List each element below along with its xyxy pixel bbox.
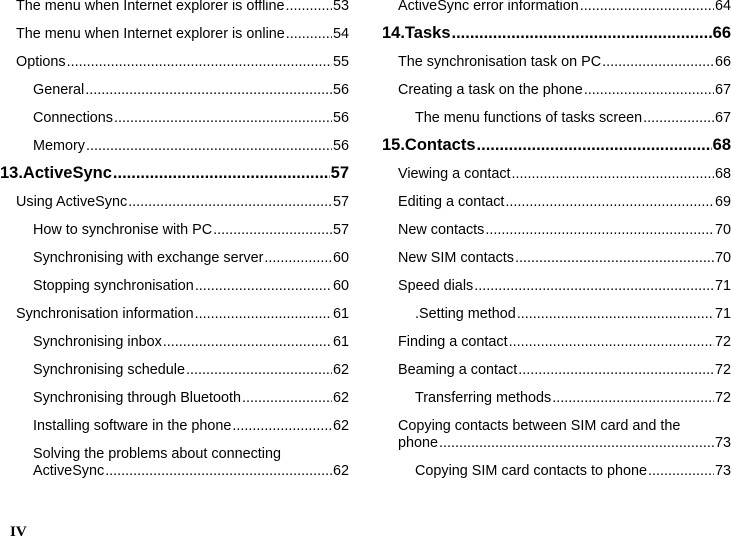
toc-entry[interactable] <box>16 54 349 71</box>
toc-entry[interactable] <box>398 222 731 239</box>
dot-leader <box>474 278 714 295</box>
toc-entry[interactable] <box>398 82 731 99</box>
toc-entry-page: 57 <box>330 164 349 182</box>
dot-leader <box>518 362 714 379</box>
toc-chapter-heading[interactable] <box>382 25 731 42</box>
toc-entry-title: 14.Tasks <box>382 24 451 42</box>
dot-leader <box>86 138 332 155</box>
dot-leader <box>85 82 332 99</box>
toc-entry[interactable] <box>398 166 731 183</box>
toc-entry[interactable] <box>16 306 349 323</box>
toc-entry-page: 54 <box>332 26 349 42</box>
toc-entry-title: Options <box>16 54 66 70</box>
dot-leader <box>452 25 712 42</box>
toc-entry-title: The menu functions of tasks screen <box>415 110 643 126</box>
toc-entry-title: Connections <box>33 110 113 126</box>
dot-leader <box>286 0 332 15</box>
toc-entry-title: How to synchronise with PC <box>33 222 213 238</box>
toc-entry-page: 72 <box>714 390 731 406</box>
toc-entry-title: The menu when Internet explorer is offline <box>16 0 285 14</box>
toc-entry[interactable] <box>33 110 349 127</box>
toc-entry[interactable] <box>33 278 349 295</box>
toc-entry-page: 68 <box>712 136 731 154</box>
dot-leader <box>213 222 332 239</box>
toc-entry-page: 55 <box>332 54 349 70</box>
dot-leader <box>580 0 714 15</box>
toc-entry-title: ActiveSync error information <box>398 0 579 14</box>
toc-entry-page: 62 <box>332 362 349 378</box>
toc-entry-page: 68 <box>714 166 731 182</box>
toc-entry-title: Creating a task on the phone <box>398 82 583 98</box>
dot-leader <box>485 222 714 239</box>
toc-entry-title-line1[interactable]: Copying contacts between SIM card and the <box>398 418 681 434</box>
toc-entry[interactable] <box>33 82 349 99</box>
toc-entry-title: New SIM contacts <box>398 250 514 266</box>
toc-entry-page: 73 <box>714 463 731 479</box>
toc-entry[interactable] <box>16 26 349 43</box>
toc-entry[interactable] <box>33 138 349 155</box>
toc-entry[interactable] <box>33 418 349 435</box>
toc-entry[interactable] <box>398 334 731 351</box>
toc-entry[interactable] <box>398 278 731 295</box>
toc-entry-page: 69 <box>714 194 731 210</box>
toc-entry-page: 72 <box>714 334 731 350</box>
toc-entry[interactable] <box>398 362 731 379</box>
toc-entry-title: New contacts <box>398 222 485 238</box>
dot-leader <box>67 54 332 71</box>
toc-entry-title: Using ActiveSync <box>16 194 128 210</box>
dot-leader <box>128 194 332 211</box>
toc-entry-title: phone <box>398 435 439 451</box>
toc-entry-title: Synchronising schedule <box>33 362 185 378</box>
toc-entry-title: Beaming a contact <box>398 362 518 378</box>
toc-entry-title: 13.ActiveSync <box>0 164 112 182</box>
toc-entry-page: 67 <box>714 82 731 98</box>
dot-leader <box>114 110 332 127</box>
toc-entry-page: 62 <box>332 418 349 434</box>
toc-entry-title: Finding a contact <box>398 334 508 350</box>
dot-leader <box>264 250 332 267</box>
dot-leader <box>186 362 332 379</box>
dot-leader <box>648 463 714 480</box>
toc-entry-title: Transferring methods <box>415 390 552 406</box>
dot-leader <box>517 306 714 323</box>
dot-leader <box>584 82 714 99</box>
dot-leader <box>105 463 332 480</box>
toc-entry-title: Synchronisation information <box>16 306 194 322</box>
toc-entry[interactable] <box>398 54 731 71</box>
toc-entry[interactable] <box>33 222 349 239</box>
toc-entry-page: 64 <box>714 0 731 14</box>
toc-entry[interactable] <box>33 362 349 379</box>
toc-entry[interactable] <box>415 110 731 127</box>
dot-leader <box>552 390 714 407</box>
dot-leader <box>195 278 332 295</box>
toc-entry[interactable] <box>33 390 349 407</box>
toc-entry-title: Stopping synchronisation <box>33 278 194 294</box>
toc-entry-title: The synchronisation task on PC <box>398 54 602 70</box>
toc-entry-page: 66 <box>714 54 731 70</box>
toc-entry-page: 61 <box>332 306 349 322</box>
toc-entry-page: 71 <box>714 306 731 322</box>
toc-entry-page: 70 <box>714 250 731 266</box>
toc-entry-page: 73 <box>714 435 731 451</box>
toc-entry-title: Synchronising through Bluetooth <box>33 390 242 406</box>
dot-leader <box>439 435 714 452</box>
toc-entry-page: 57 <box>332 194 349 210</box>
toc-entry[interactable] <box>16 194 349 211</box>
dot-leader <box>509 334 714 351</box>
toc-entry[interactable] <box>415 463 731 480</box>
toc-entry-title: Viewing a contact <box>398 166 511 182</box>
toc-chapter-heading[interactable] <box>0 165 349 182</box>
toc-entry-page: 66 <box>712 24 731 42</box>
toc-entry-title: Memory <box>33 138 85 154</box>
page-number: IV <box>10 524 27 540</box>
toc-entry-page: 60 <box>332 278 349 294</box>
dot-leader <box>515 250 714 267</box>
dot-leader <box>643 110 714 127</box>
toc-entry[interactable] <box>415 390 731 407</box>
toc-entry-page: 67 <box>714 110 731 126</box>
toc-entry-title: Speed dials <box>398 278 474 294</box>
toc-entry-title: ActiveSync <box>33 463 105 479</box>
dot-leader <box>195 306 332 323</box>
toc-entry[interactable] <box>33 334 349 351</box>
toc-entry[interactable] <box>398 194 731 211</box>
toc-entry-title: Synchronising with exchange server <box>33 250 264 266</box>
toc-entry-page: 72 <box>714 362 731 378</box>
dot-leader <box>286 26 332 43</box>
toc-entry-page: 62 <box>332 390 349 406</box>
toc-entry[interactable] <box>415 306 731 323</box>
toc-entry-title-line1[interactable]: Solving the problems about connecting <box>33 446 281 462</box>
toc-entry-page: 62 <box>332 463 349 479</box>
toc-entry[interactable] <box>398 435 731 452</box>
dot-leader <box>477 137 712 154</box>
toc-entry-page: 70 <box>714 222 731 238</box>
toc-entry-page: 56 <box>332 110 349 126</box>
dot-leader <box>232 418 332 435</box>
toc-entry-title: Synchronising inbox <box>33 334 162 350</box>
toc-entry[interactable] <box>33 250 349 267</box>
toc-entry-page: 61 <box>332 334 349 350</box>
dot-leader <box>163 334 332 351</box>
dot-leader <box>113 165 330 182</box>
toc-entry-page: 71 <box>714 278 731 294</box>
toc-entry[interactable] <box>398 0 731 15</box>
toc-entry-page: 53 <box>332 0 349 14</box>
toc-entry-page: 57 <box>332 222 349 238</box>
toc-entry-title: General <box>33 82 85 98</box>
toc-entry[interactable] <box>33 463 349 480</box>
dot-leader <box>512 166 714 183</box>
toc-entry-title: Editing a contact <box>398 194 505 210</box>
dot-leader <box>602 54 714 71</box>
toc-entry-title: The menu when Internet explorer is online <box>16 26 285 42</box>
toc-chapter-heading[interactable] <box>382 137 731 154</box>
dot-leader <box>505 194 714 211</box>
toc-entry-title: 15.Contacts <box>382 136 476 154</box>
toc-entry-page: 60 <box>332 250 349 266</box>
toc-entry[interactable] <box>398 250 731 267</box>
toc-entry-title: Copying SIM card contacts to phone <box>415 463 647 479</box>
toc-entry-title: Installing software in the phone <box>33 418 232 434</box>
toc-entry-page: 56 <box>332 82 349 98</box>
toc-entry[interactable] <box>16 0 349 15</box>
toc-entry-page: 56 <box>332 138 349 154</box>
toc-entry-title: .Setting method <box>415 306 516 322</box>
dot-leader <box>242 390 332 407</box>
